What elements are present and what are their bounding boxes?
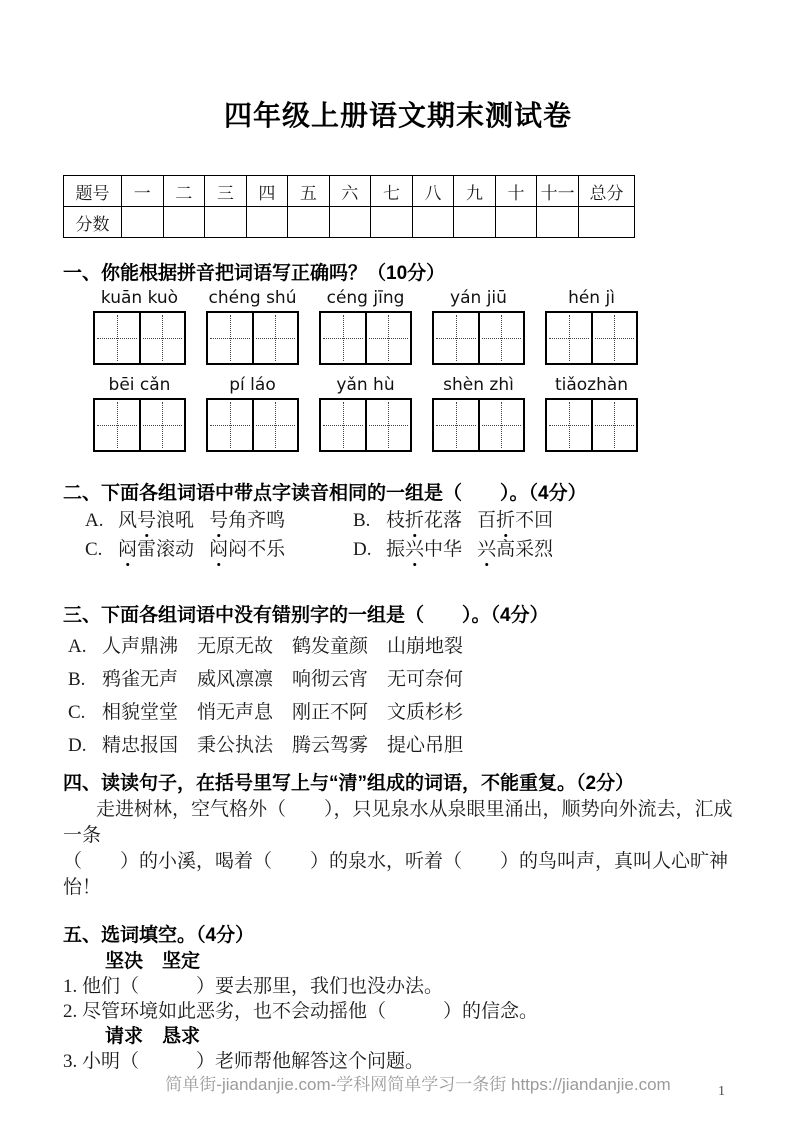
- idiom-word: 腾云驾雾: [292, 735, 369, 756]
- word-with-dot: [386, 540, 462, 560]
- tianzige-cell: [139, 313, 185, 363]
- character: 动: [175, 539, 195, 560]
- character: 高: [496, 539, 516, 560]
- character: 落: [443, 510, 463, 531]
- option-label: D.: [68, 735, 87, 756]
- q2-option-A: [85, 511, 353, 531]
- character: 号: [137, 510, 157, 531]
- score-table-column-header: 一: [122, 176, 164, 207]
- section-4-fill-qing: [63, 771, 733, 901]
- score-table-empty-cell: [246, 207, 288, 238]
- pinyin-word-block: [319, 288, 412, 365]
- q4-sentence-line-1: 走进树林，空气格外（ ），只见泉水从泉眼里涌出，顺势向外流去，汇成一条: [63, 799, 733, 846]
- tianzige-cell: [321, 400, 365, 450]
- pinyin-word-block: [206, 288, 299, 365]
- tianzige-cell: [547, 313, 591, 363]
- pinyin-word-block: [93, 375, 186, 452]
- idiom-word: 相貌堂堂: [102, 702, 179, 723]
- word-with-dot: [386, 511, 462, 531]
- option-label: B.: [353, 510, 371, 531]
- tianzige-cell: [252, 313, 298, 363]
- score-table-empty-cell: [371, 207, 413, 238]
- pinyin-word-block: [545, 375, 638, 452]
- section5-heading: 五、选词填空。（4分）: [63, 925, 255, 946]
- score-table-column-header: 八: [412, 176, 454, 207]
- pinyin-row: [93, 288, 733, 365]
- tianzige-cell: [478, 313, 524, 363]
- idiom-word: 威风凛凛: [197, 669, 274, 690]
- character: 闷: [118, 539, 138, 560]
- pinyin-label: yǎn hù: [336, 375, 395, 395]
- score-table-empty-cell: [205, 207, 247, 238]
- pinyin-label: yán jiū: [450, 288, 507, 308]
- character: 不: [515, 510, 535, 531]
- character: 采: [515, 539, 535, 560]
- score-table-empty-cell: [495, 207, 537, 238]
- tianzige-cell: [434, 400, 478, 450]
- tianzige-cell: [95, 313, 139, 363]
- score-table-empty-cell: [288, 207, 330, 238]
- tianzige-cell: [434, 313, 478, 363]
- score-table-empty-cell: [454, 207, 496, 238]
- tianzige-cell: [139, 400, 185, 450]
- q3-option-B: [68, 670, 733, 690]
- tianzige-box: [545, 311, 638, 365]
- tianzige-box: [93, 398, 186, 452]
- section1-heading: 一、你能根据拼音把词语写正确吗？（10分）: [63, 263, 446, 284]
- character: 烈: [534, 539, 554, 560]
- tianzige-box: [319, 398, 412, 452]
- word-with-dot: [477, 511, 553, 531]
- pinyin-word-block: [206, 375, 299, 452]
- pinyin-label: pí láo: [229, 375, 276, 395]
- tianzige-box: [206, 398, 299, 452]
- character: 乐: [266, 539, 286, 560]
- footer-site-line: 简单街-jiandanjie.com-学科网简单学习一条街 https://jiandanjie.com: [165, 1075, 671, 1094]
- tianzige-box: [432, 398, 525, 452]
- score-table-column-header: 三: [205, 176, 247, 207]
- character: 振: [386, 539, 406, 560]
- character: 华: [443, 539, 463, 560]
- tianzige-cell: [365, 313, 411, 363]
- score-table-empty-cell: [579, 207, 635, 238]
- idiom-word: 响彻云宵: [292, 669, 369, 690]
- idiom-word: 人声鼎沸: [102, 636, 179, 657]
- pinyin-row: [93, 375, 733, 452]
- pinyin-label: tiǎozhàn: [554, 375, 629, 395]
- score-table-column-header: 七: [371, 176, 413, 207]
- score-table-column-header: 总分: [579, 176, 635, 207]
- pinyin-label: shèn zhì: [443, 375, 514, 395]
- idiom-word: 悄无声息: [197, 702, 274, 723]
- score-table: [63, 175, 635, 238]
- idiom-word: 提心吊胆: [387, 735, 464, 756]
- score-table-empty-cell: [163, 207, 205, 238]
- q5-item-3: 3. 小明（ ）老师帮他解答这个问题。: [63, 1051, 425, 1072]
- score-table-column-header: 二: [163, 176, 205, 207]
- pinyin-word-block: [432, 288, 525, 365]
- section2-heading: 二、下面各组词语中带点字读音相同的一组是（ ）。（4分）: [63, 483, 587, 504]
- character: 号: [209, 510, 229, 531]
- option-label: D.: [353, 539, 372, 560]
- character: 风: [118, 510, 138, 531]
- word-with-dot: [118, 511, 194, 531]
- idiom-word: 精忠报国: [102, 735, 179, 756]
- word-with-dot: [118, 540, 194, 560]
- pinyin-word-block: [545, 288, 638, 365]
- page-title: 四年级上册语文期末测试卷: [223, 100, 572, 131]
- pinyin-label: céng jīng: [326, 288, 405, 308]
- tianzige-cell: [208, 313, 252, 363]
- pinyin-word-block: [93, 288, 186, 365]
- section-5-word-choice: [63, 923, 733, 1074]
- character: 角: [228, 510, 248, 531]
- character: 花: [424, 510, 444, 531]
- character: 雷: [137, 539, 157, 560]
- score-table-header-label: 题号: [64, 176, 122, 207]
- character: 浪: [156, 510, 176, 531]
- character: 兴: [477, 539, 497, 560]
- q3-option-A: [68, 637, 733, 657]
- section-3-typos: [63, 603, 733, 756]
- score-table-column-header: 九: [454, 176, 496, 207]
- score-table-empty-cell: [329, 207, 371, 238]
- tianzige-cell: [252, 400, 298, 450]
- score-table-row-label: 分数: [64, 207, 122, 238]
- word-bank-2: 请求 恳求: [105, 1026, 201, 1047]
- option-label: C.: [68, 702, 86, 723]
- character: 兴: [405, 539, 425, 560]
- tianzige-box: [432, 311, 525, 365]
- pinyin-label: hén jì: [568, 288, 615, 308]
- score-table-column-header: 十: [495, 176, 537, 207]
- score-table-column-header: 十一: [537, 176, 579, 207]
- character: 滚: [156, 539, 176, 560]
- character: 闷: [209, 539, 229, 560]
- tianzige-cell: [365, 400, 411, 450]
- tianzige-cell: [478, 400, 524, 450]
- character: 百: [477, 510, 497, 531]
- tianzige-box: [93, 311, 186, 365]
- pinyin-label: chéng shú: [208, 288, 297, 308]
- section-1-pinyin: [63, 261, 733, 452]
- character: 吼: [175, 510, 195, 531]
- option-label: A.: [85, 510, 104, 531]
- idiom-word: 文质杉杉: [387, 702, 464, 723]
- score-table-column-header: 六: [329, 176, 371, 207]
- tianzige-cell: [95, 400, 139, 450]
- q4-sentence-line-2: （ ）的小溪，喝着（ ）的泉水，听着（ ）的鸟叫声，真叫人心旷神怡！: [63, 851, 729, 898]
- tianzige-box: [319, 311, 412, 365]
- tianzige-cell: [591, 400, 637, 450]
- option-label: A.: [68, 636, 87, 657]
- pinyin-label: kuān kuò: [100, 288, 179, 308]
- section3-heading: 三、下面各组词语中没有错别字的一组是（ ）。（4分）: [63, 605, 549, 626]
- word-with-dot: [209, 511, 285, 531]
- character: 折: [405, 510, 425, 531]
- word-bank-1: 坚决 坚定: [105, 951, 201, 972]
- q2-option-D: [353, 540, 733, 560]
- character: 齐: [247, 510, 267, 531]
- score-table-empty-cell: [537, 207, 579, 238]
- pinyin-word-block: [432, 375, 525, 452]
- score-table-empty-cell: [122, 207, 164, 238]
- pinyin-writing-area: [63, 288, 733, 452]
- section4-heading: 四、读读句子，在括号里写上与“清”组成的词语，不能重复。（2分）: [63, 773, 635, 794]
- idiom-word: 无可奈何: [387, 669, 464, 690]
- score-table-score-row: [64, 207, 635, 238]
- q2-option-B: [353, 511, 733, 531]
- pinyin-word-block: [319, 375, 412, 452]
- idiom-word: 无原无故: [197, 636, 274, 657]
- tianzige-box: [206, 311, 299, 365]
- character: 枝: [386, 510, 406, 531]
- q5-item-1: 1. 他们（ ）要去那里，我们也没办法。: [63, 976, 444, 997]
- tianzige-box: [545, 398, 638, 452]
- character: 不: [247, 539, 267, 560]
- character: 回: [534, 510, 554, 531]
- pinyin-label: bēi cǎn: [108, 375, 171, 395]
- character: 折: [496, 510, 516, 531]
- q3-option-D: [68, 736, 733, 756]
- idiom-word: 刚正不阿: [292, 702, 369, 723]
- character: 鸣: [266, 510, 286, 531]
- character: 闷: [228, 539, 248, 560]
- q3-options: [68, 637, 733, 756]
- option-label: C.: [85, 539, 103, 560]
- section-2-pronunciation: [63, 481, 733, 560]
- idiom-word: 山崩地裂: [387, 636, 464, 657]
- option-label: B.: [68, 669, 86, 690]
- score-table-column-header: 四: [246, 176, 288, 207]
- score-table-column-header: 五: [288, 176, 330, 207]
- idiom-word: 秉公执法: [197, 735, 274, 756]
- tianzige-cell: [591, 313, 637, 363]
- q3-option-C: [68, 703, 733, 723]
- q2-option-C: [85, 540, 353, 560]
- word-with-dot: [209, 540, 285, 560]
- idiom-word: 鹤发童颜: [292, 636, 369, 657]
- score-table-empty-cell: [412, 207, 454, 238]
- tianzige-cell: [208, 400, 252, 450]
- q2-options: [85, 511, 733, 560]
- idiom-word: 鸦雀无声: [102, 669, 179, 690]
- tianzige-cell: [321, 313, 365, 363]
- character: 中: [424, 539, 444, 560]
- score-table-header-row: [64, 176, 635, 207]
- word-with-dot: [477, 540, 553, 560]
- page-number: 1: [718, 1084, 725, 1099]
- tianzige-cell: [547, 400, 591, 450]
- q5-item-2: 2. 尽管环境如此恶劣，也不会动摇他（ ）的信念。: [63, 1001, 539, 1022]
